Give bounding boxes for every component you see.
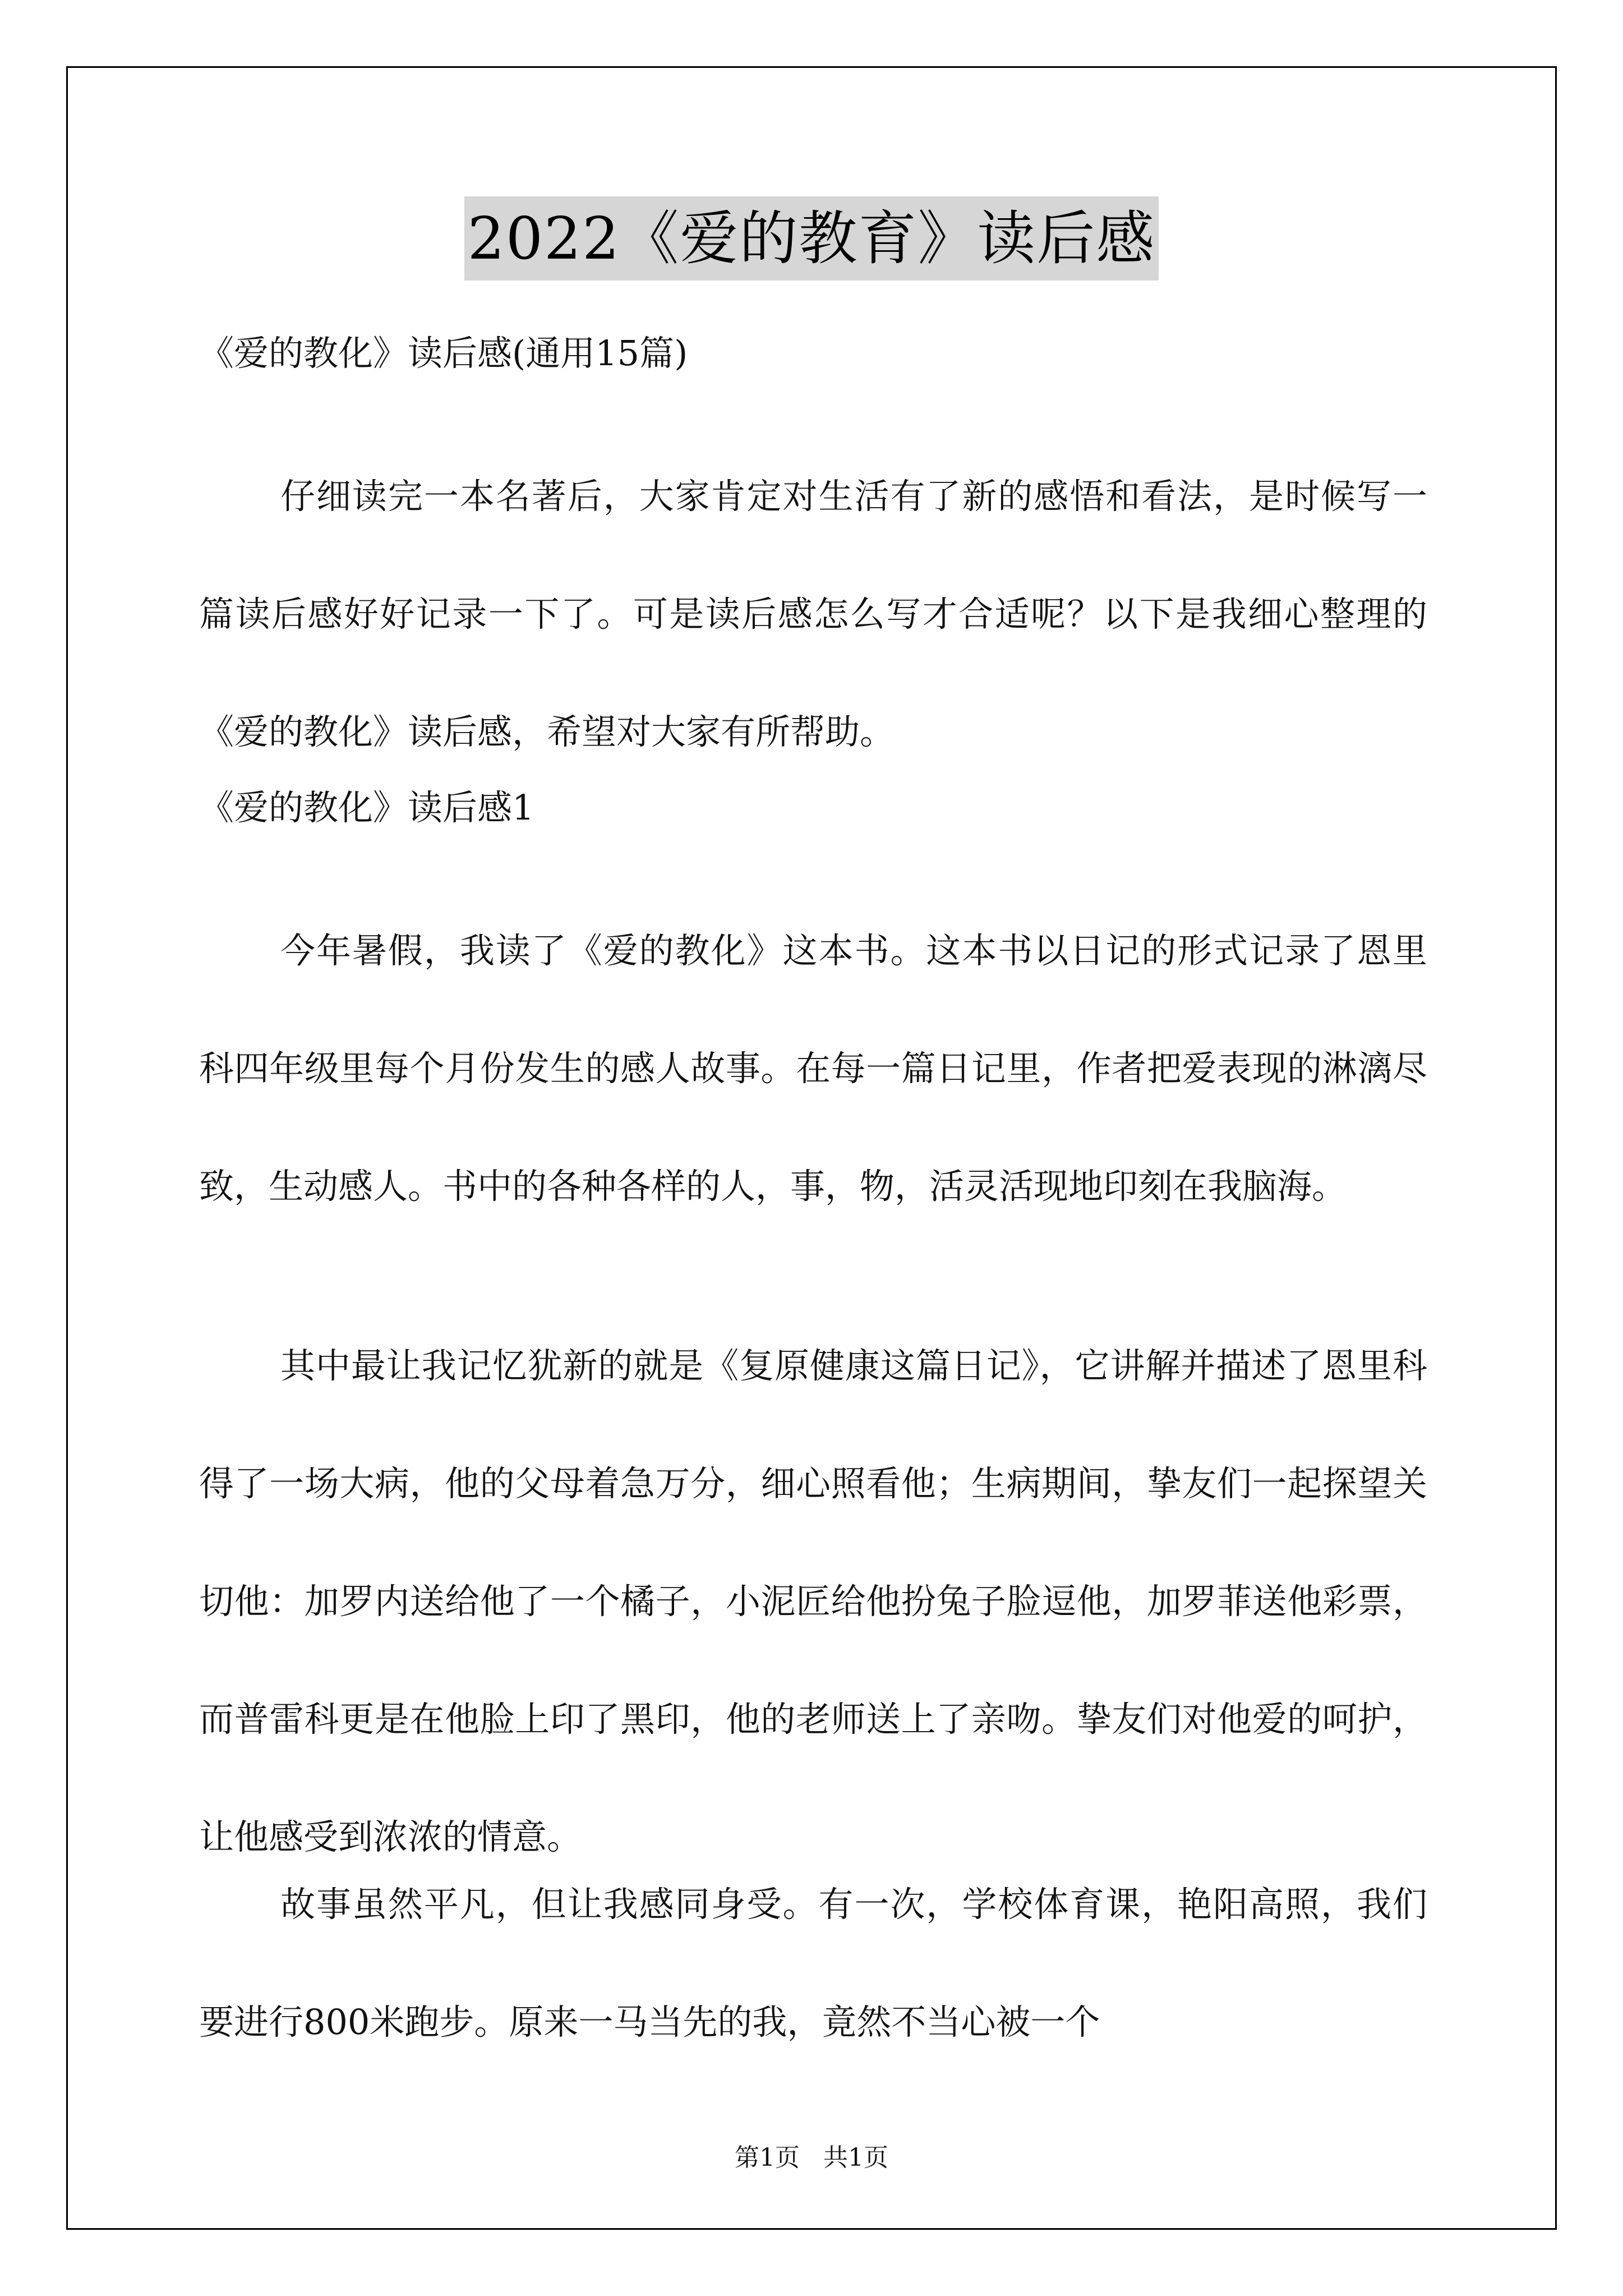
title-container — [0, 196, 1623, 280]
body-paragraph-1: 今年暑假，我读了《爱的教化》这本书。这本书以日记的形式记录了恩里科四年级里每个月份发生的感人故事。在每一篇日记里，作者把爱表现的淋漓尽致，生动感人。书中的各种各样的人，事，物，活灵活现地印刻在我脑海。 — [199, 930, 1427, 1207]
document-title: 2022《爱的教育》读后感 — [464, 196, 1159, 280]
body-paragraph-2: 其中最让我记忆犹新的就是《复原健康这篇日记》，它讲解并描述了恩里科得了一场大病，他的父母着急万分，细心照看他；生病期间，挚友们一起探望关切他：加罗内送给他了一个橘子，小泥匠给他扮兔子脸逗他，加罗菲送他彩票，而普雷科更是在他脸上印了黑印，他的老师送上了亲吻。挚友们对他爱的呵护，让他感受到浓浓的情意。 — [199, 1345, 1427, 1857]
section-heading: 《爱的教化》读后感1 — [199, 787, 534, 828]
intro-paragraph: 仔细读完一本名著后，大家肯定对生活有了新的感悟和看法，是时候写一篇读后感好好记录一下了。可是读后感怎么写才合适呢？以下是我细心整理的《爱的教化》读后感，希望对大家有所帮助。 — [199, 476, 1427, 752]
body-paragraph-3: 故事虽然平凡，但让我感同身受。有一次，学校体育课，艳阳高照，我们要进行800米跑步。原来一马当先的我，竟然不当心被一个 — [199, 1884, 1427, 2042]
page-footer: 第1页 共1页 — [735, 2143, 888, 2172]
document-subtitle: 《爱的教化》读后感(通用15篇) — [199, 333, 688, 374]
